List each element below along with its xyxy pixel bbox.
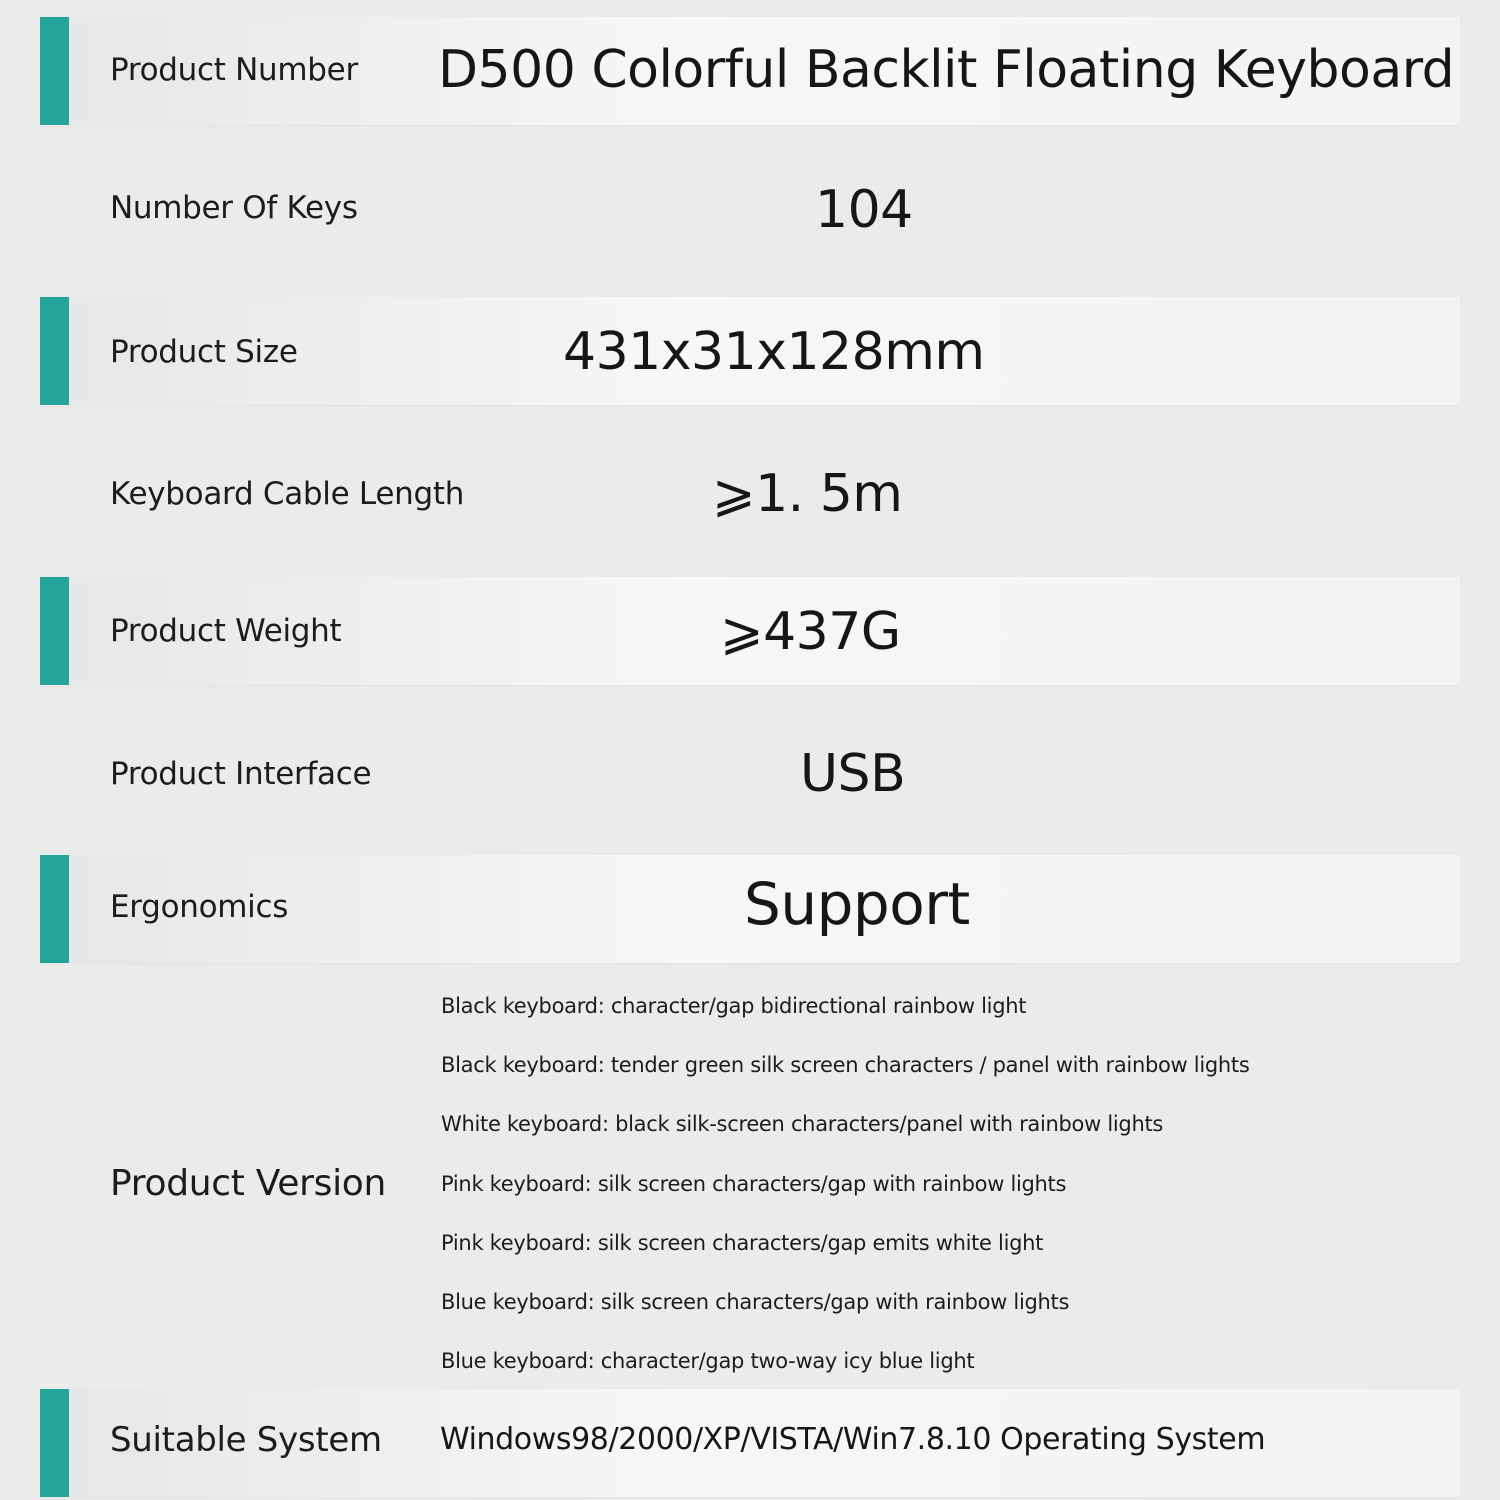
label-number-of-keys: Number Of Keys <box>110 190 358 226</box>
list-item: Black keyboard: tender green silk screen characters / panel with rainbow lights <box>441 1053 1250 1078</box>
accent-bar-product-number <box>40 17 69 125</box>
value-product-weight: ⩾437G <box>720 602 901 662</box>
label-cable-length: Keyboard Cable Length <box>110 476 465 512</box>
product-version-list <box>441 990 1249 1404</box>
label-ergonomics: Ergonomics <box>110 889 289 925</box>
value-product-size: 431x31x128mm <box>563 322 985 382</box>
label-product-weight: Product Weight <box>110 613 342 649</box>
accent-bar-suitable-system <box>40 1389 69 1497</box>
list-item: Blue keyboard: silk screen characters/gap with rainbow lights <box>441 1289 1070 1314</box>
label-suitable-system: Suitable System <box>110 1420 382 1460</box>
accent-bar-product-size <box>40 297 69 405</box>
list-item: Pink keyboard: silk screen characters/gap with rainbow lights <box>441 1171 1067 1196</box>
value-suitable-system: Windows98/2000/XP/VISTA/Win7.8.10 Operating System <box>440 1422 1266 1457</box>
accent-bar-ergonomics <box>40 855 69 963</box>
label-product-version: Product Version <box>110 1163 387 1204</box>
label-product-size: Product Size <box>110 334 298 370</box>
value-number-of-keys: 104 <box>815 180 913 240</box>
accent-bar-product-weight <box>40 577 69 685</box>
label-product-interface: Product Interface <box>110 756 372 792</box>
list-item: White keyboard: black silk-screen characters/panel with rainbow lights <box>441 1112 1164 1137</box>
value-cable-length: ⩾1. 5m <box>712 464 903 524</box>
list-item: Blue keyboard: character/gap two-way icy blue light <box>441 1349 975 1374</box>
label-product-number: Product Number <box>110 52 358 88</box>
value-product-interface: USB <box>800 744 906 804</box>
list-item: Pink keyboard: silk screen characters/gap emits white light <box>441 1230 1044 1255</box>
list-item: Black keyboard: character/gap bidirectional rainbow light <box>441 994 1027 1018</box>
value-ergonomics: Support <box>744 870 970 938</box>
value-product-number: D500 Colorful Backlit Floating Keyboard <box>438 40 1455 100</box>
